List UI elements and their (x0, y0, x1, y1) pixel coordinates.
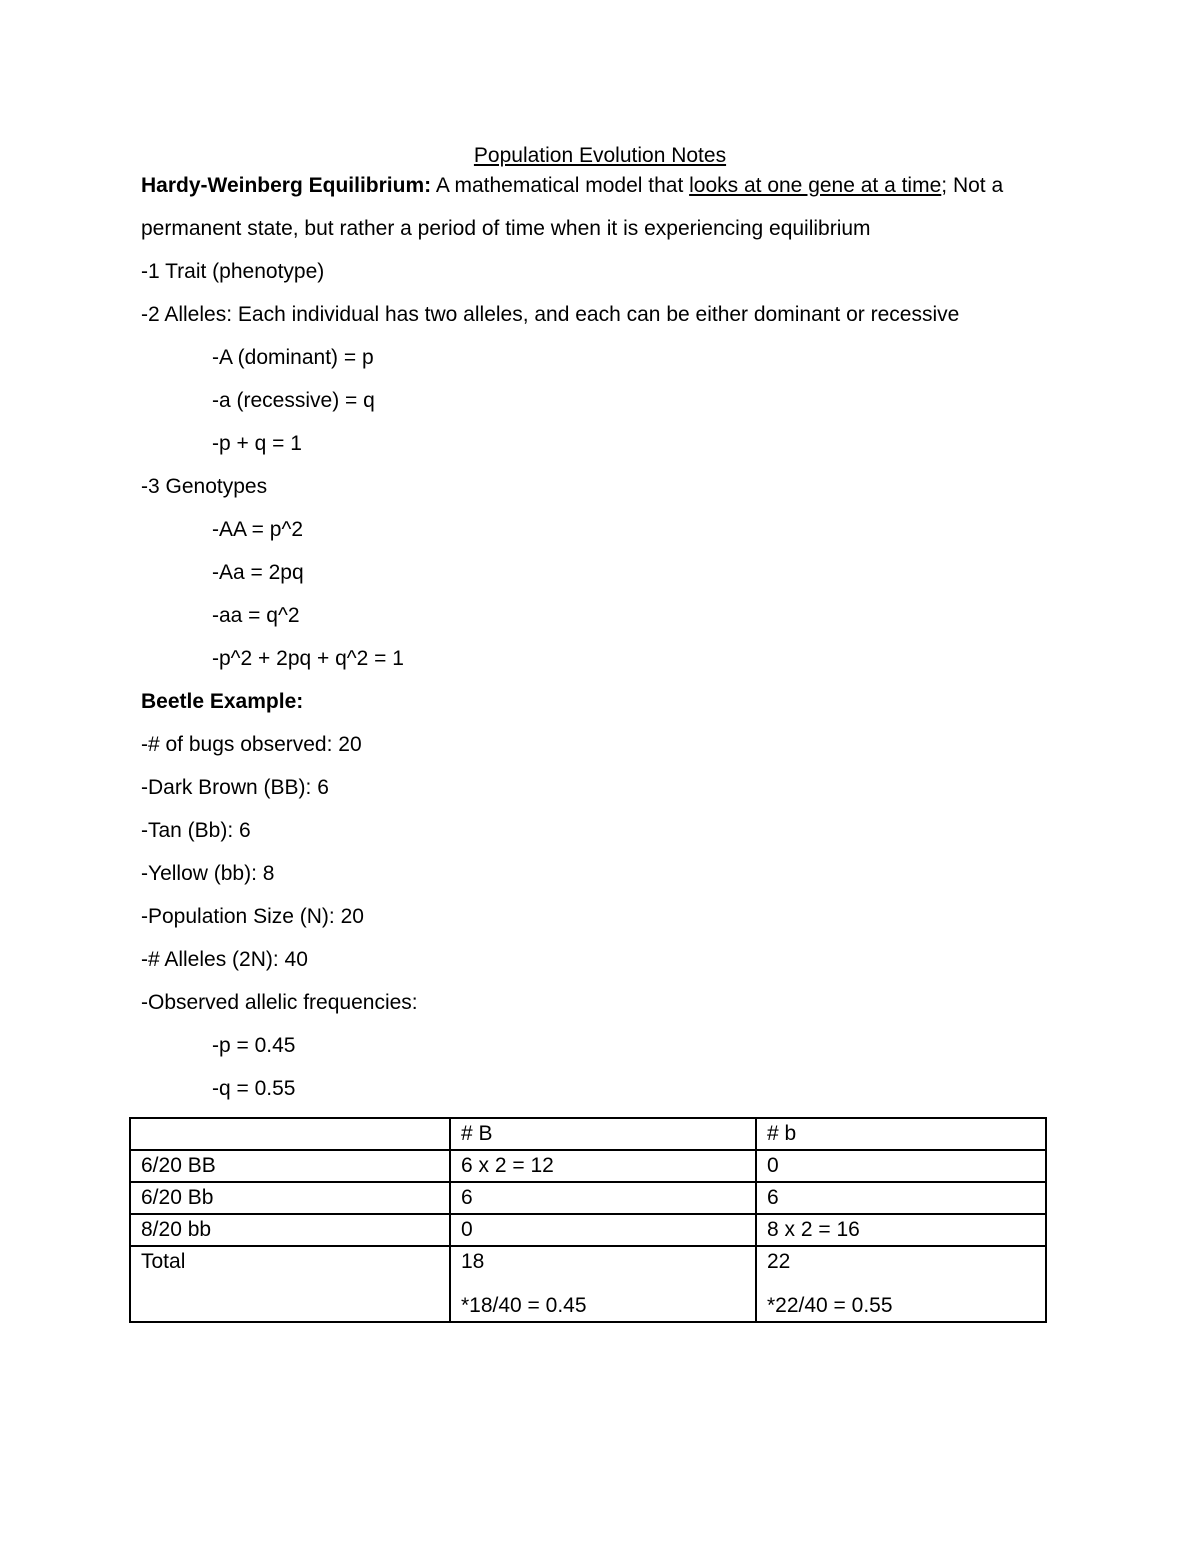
num-alleles-line: -# Alleles (2N): 40 (141, 948, 308, 971)
beetle-heading: Beetle Example: (141, 690, 304, 713)
total-B-calc: *18/40 = 0.45 (461, 1294, 587, 1317)
table-cell: 6 x 2 = 12 (450, 1150, 756, 1182)
allele-count-table (129, 1117, 1047, 1323)
p-value-line: -p = 0.45 (212, 1034, 296, 1057)
recessive-line: -a (recessive) = q (212, 389, 375, 412)
total-B-value: 18 (461, 1250, 485, 1273)
allelic-frequencies-line: -Observed allelic frequencies: (141, 991, 418, 1014)
table-row (130, 1214, 1046, 1246)
aa-line: -aa = q^2 (212, 604, 300, 627)
table-row (130, 1150, 1046, 1182)
genotypes-line: -3 Genotypes (141, 475, 268, 498)
table-row (130, 1182, 1046, 1214)
table-cell: 0 (756, 1150, 1046, 1182)
table-header-cell (130, 1118, 450, 1150)
table-cell: 6/20 Bb (130, 1182, 450, 1214)
Aa-line: -Aa = 2pq (212, 561, 304, 584)
hw-definition-line-1 (141, 171, 1003, 201)
tan-line: -Tan (Bb): 6 (141, 819, 251, 842)
hw-term: Hardy-Weinberg Equilibrium: (141, 174, 432, 197)
dominant-line: -A (dominant) = p (212, 346, 374, 369)
table-cell: 6 (756, 1182, 1046, 1214)
table-header-cell: # B (450, 1118, 756, 1150)
table-header-row (130, 1118, 1046, 1150)
dark-brown-line: -Dark Brown (BB): 6 (141, 776, 329, 799)
hw-desc-a: A mathematical model that (431, 174, 690, 197)
table-header-cell: # b (756, 1118, 1046, 1150)
population-size-line: -Population Size (N): 20 (141, 905, 364, 928)
total-b-calc: *22/40 = 0.55 (767, 1294, 893, 1317)
AA-line: -AA = p^2 (212, 518, 303, 541)
hw-desc-underlined: looks at one gene at a time (689, 174, 942, 197)
trait-line: -1 Trait (phenotype) (141, 260, 325, 283)
hw-equation-line: -p^2 + 2pq + q^2 = 1 (212, 647, 404, 670)
table-cell: 0 (450, 1214, 756, 1246)
alleles-line: -2 Alleles: Each individual has two alleles, and each can be either dominant or recessive (141, 303, 960, 326)
table-cell: 6/20 BB (130, 1150, 450, 1182)
q-value-line: -q = 0.55 (212, 1077, 296, 1100)
table-cell: 6 (450, 1182, 756, 1214)
table-cell: 8 x 2 = 16 (756, 1214, 1046, 1246)
total-label-cell: Total (130, 1246, 450, 1322)
yellow-line: -Yellow (bb): 8 (141, 862, 275, 885)
table-total-row (130, 1246, 1046, 1322)
hw-definition-line-2: permanent state, but rather a period of time when it is experiencing equilibrium (141, 217, 871, 240)
total-b-cell (756, 1246, 1046, 1322)
total-b-value: 22 (767, 1250, 791, 1273)
table-cell: 8/20 bb (130, 1214, 450, 1246)
total-B-cell (450, 1246, 756, 1322)
hw-desc-b: ; Not a (941, 174, 1004, 197)
page-title: Population Evolution Notes (473, 144, 727, 167)
p-plus-q-line: -p + q = 1 (212, 432, 302, 455)
bugs-observed-line: -# of bugs observed: 20 (141, 733, 362, 756)
